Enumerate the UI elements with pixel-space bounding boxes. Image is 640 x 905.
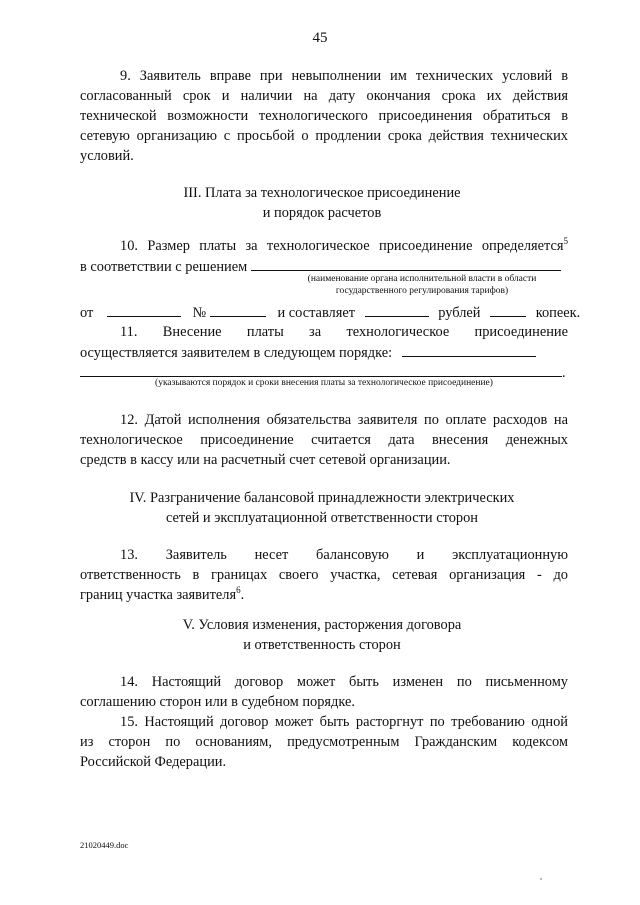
section-3-line-1: III. Плата за технологическое присоединение	[183, 185, 461, 201]
payment-order-field[interactable]	[402, 342, 536, 357]
ot-label: от	[80, 305, 94, 321]
paragraph-11	[80, 322, 568, 342]
paragraph-15	[80, 712, 568, 772]
payment-order-caption: (указываются порядок и сроки внесения платы за технологическое присоединение)	[155, 378, 493, 388]
section-5-line-1: V. Условия изменения, расторжения договора	[182, 617, 462, 633]
p15-line: Российской Федерации.	[80, 754, 227, 770]
authority-caption-line-1: (наименование органа исполнительной власти в области	[307, 274, 537, 284]
rubles-field[interactable]	[365, 302, 429, 317]
section-5-line-2: и ответственность сторон	[243, 637, 401, 653]
kopecks-field[interactable]	[490, 302, 526, 317]
p15-line: 15. Настоящий договор может быть расторгнут по требованию одной	[120, 714, 568, 730]
number-label: №	[192, 305, 207, 321]
paragraph-9	[80, 66, 568, 166]
section-4-line-2: сетей и эксплуатационной ответственности сторон	[165, 510, 478, 526]
p9-line: согласованный срок и наличии на дату окончания срока их действия	[80, 88, 568, 104]
document-footer: 21020449.doc	[80, 840, 129, 850]
rubley-label: рублей	[438, 305, 481, 321]
paragraph-12	[80, 410, 568, 470]
section-5-heading	[78, 615, 566, 655]
section-3-line-2: и порядок расчетов	[262, 205, 382, 221]
p9-line: условий.	[80, 148, 134, 164]
p14-line: 14. Настоящий договор может быть изменен по письменному	[120, 674, 568, 690]
footnote-5: 5	[563, 236, 568, 247]
p13-line: ответственность в границах своего участка, сетевая организация - до	[80, 567, 568, 583]
p13-line-3	[80, 585, 568, 605]
issuer-authority-field[interactable]	[251, 256, 561, 271]
kopeek-label: копеек.	[535, 305, 581, 321]
sostavlyaet-label: и составляет	[277, 305, 356, 321]
p10-line-1-text: 10. Размер платы за технологическое присоединение определяется	[120, 238, 564, 254]
p13-line-3-end: .	[240, 587, 245, 603]
p14-line: соглашению сторон или в судебном порядке.	[80, 694, 355, 710]
authority-caption	[262, 273, 582, 297]
decision-date-field[interactable]	[107, 302, 181, 317]
paragraph-14	[80, 672, 568, 712]
scan-speck	[540, 878, 542, 880]
page-number: 45	[312, 30, 328, 46]
p13-line: 13. Заявитель несет балансовую и эксплуатационную	[120, 547, 568, 563]
p9-line: 9. Заявитель вправе при невыполнении им технических условий в	[120, 68, 568, 84]
authority-caption-line-2: государственного регулирования тарифов)	[335, 286, 509, 296]
p12-line: технологическое присоединение считается дата внесения денежных	[80, 432, 568, 448]
p9-line: сетевую организацию с просьбой о продлении срока действия технических	[80, 128, 568, 144]
section-3-heading	[78, 183, 566, 223]
section-4-line-1: IV. Разграничение балансовой принадлежности электрических	[129, 490, 515, 506]
p11-line-1: 11. Внесение платы за технологическое присоединение	[120, 324, 568, 340]
p15-line: из сторон по основаниям, предусмотренным Гражданским кодексом	[80, 734, 568, 750]
p11-line-2-text: осуществляется заявителем в следующем порядке:	[80, 345, 393, 361]
p10-line-3	[80, 302, 581, 323]
p12-line: 12. Датой исполнения обязательства заявителя по оплате расходов на	[120, 412, 568, 428]
p10-line-1	[80, 236, 568, 256]
footnote-6: 6	[236, 585, 241, 596]
p9-line: технической возможности технологического присоединения обратиться в	[80, 108, 568, 124]
p11-end-mark: .	[562, 365, 566, 381]
paragraph-10	[80, 236, 568, 256]
p13-line-3-text: границ участка заявителя	[80, 587, 237, 603]
p10-line-2-text: в соответствии с решением	[80, 259, 248, 275]
p11-line-2	[80, 342, 568, 363]
paragraph-13	[80, 545, 568, 605]
decision-number-field[interactable]	[210, 302, 266, 317]
section-4-heading	[78, 488, 566, 528]
payment-order-field-continued[interactable]	[80, 362, 562, 377]
p12-line: средств в кассу или на расчетный счет сетевой организации.	[80, 452, 451, 468]
